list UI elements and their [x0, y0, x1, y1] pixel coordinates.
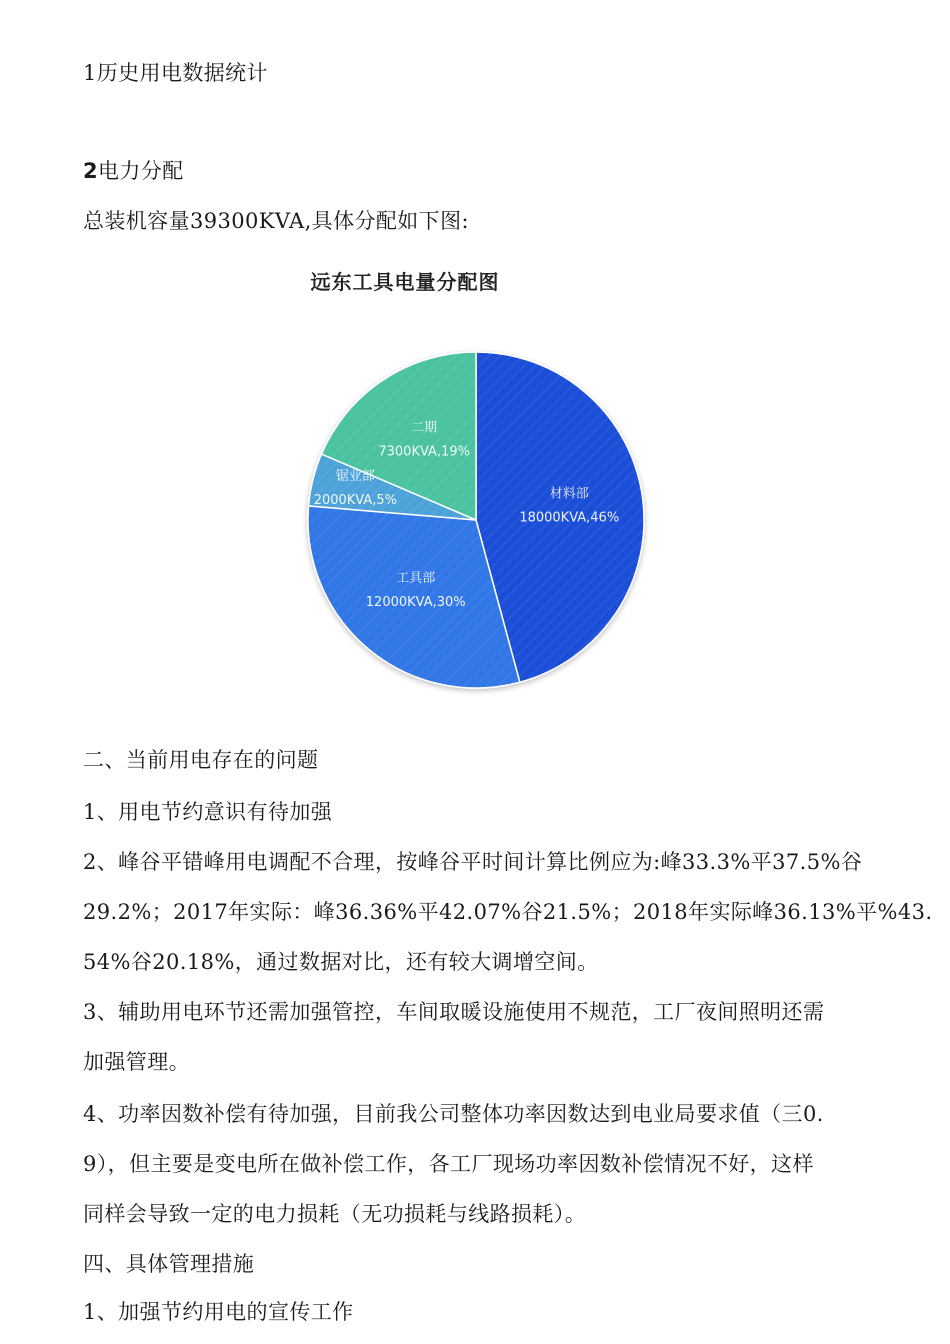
distribution-heading — [83, 155, 184, 185]
pie-label-name: 工具部 — [396, 571, 436, 587]
problem-2-line-1: 2、峰谷平错峰用电调配不合理，按峰谷平时间计算比例应为:峰33.3%平37.5%谷 — [83, 850, 863, 874]
chart-title: 远东工具电量分配图 — [310, 270, 500, 294]
history-heading: 1历史用电数据统计 — [83, 61, 268, 85]
measures-heading: 四、具体管理措施 — [83, 1252, 255, 1276]
pie-label-name: 二期 — [411, 420, 438, 436]
pie-label-name: 锯业部 — [335, 468, 375, 484]
distribution-heading-text: 电力分配 — [98, 159, 184, 183]
pie-label-value: 12000KVA,30% — [365, 595, 466, 611]
capacity-text: 总装机容量39300KVA,具体分配如下图: — [83, 209, 469, 233]
problem-4-line-2: 9），但主要是变电所在做补偿工作，各工厂现场功率因数补偿情况不好，这样 — [83, 1152, 814, 1176]
problem-1: 1、用电节约意识有待加强 — [83, 800, 333, 824]
pie-chart — [300, 340, 650, 696]
distribution-number: 2 — [83, 159, 99, 183]
problem-2-line-3: 54%谷20.18%，通过数据对比，还有较大调增空间。 — [83, 950, 599, 974]
problem-4-line-3: 同样会导致一定的电力损耗（无功损耗与线路损耗）。 — [83, 1202, 587, 1226]
pie-label-value: 7300KVA,19% — [378, 444, 470, 460]
measure-1: 1、加强节约用电的宣传工作 — [83, 1300, 354, 1324]
pie-label-name: 材料部 — [549, 486, 589, 502]
problem-3-line-2: 加强管理。 — [83, 1050, 190, 1074]
problem-4-line-1: 4、功率因数补偿有待加强，目前我公司整体功率因数达到电业局要求值（三0. — [83, 1102, 824, 1126]
problem-3-line-1: 3、辅助用电环节还需加强管控，车间取暖设施使用不规范，工厂夜间照明还需 — [83, 1000, 825, 1024]
problems-heading: 二、当前用电存在的问题 — [83, 748, 319, 772]
pie-label-value: 18000KVA,46% — [519, 510, 620, 526]
pie-label-value: 2000KVA,5% — [313, 492, 398, 508]
problem-2-line-2: 29.2%；2017年实际：峰36.36%平42.07%谷21.5%；2018年实际峰36.13%平%43. — [83, 900, 933, 924]
